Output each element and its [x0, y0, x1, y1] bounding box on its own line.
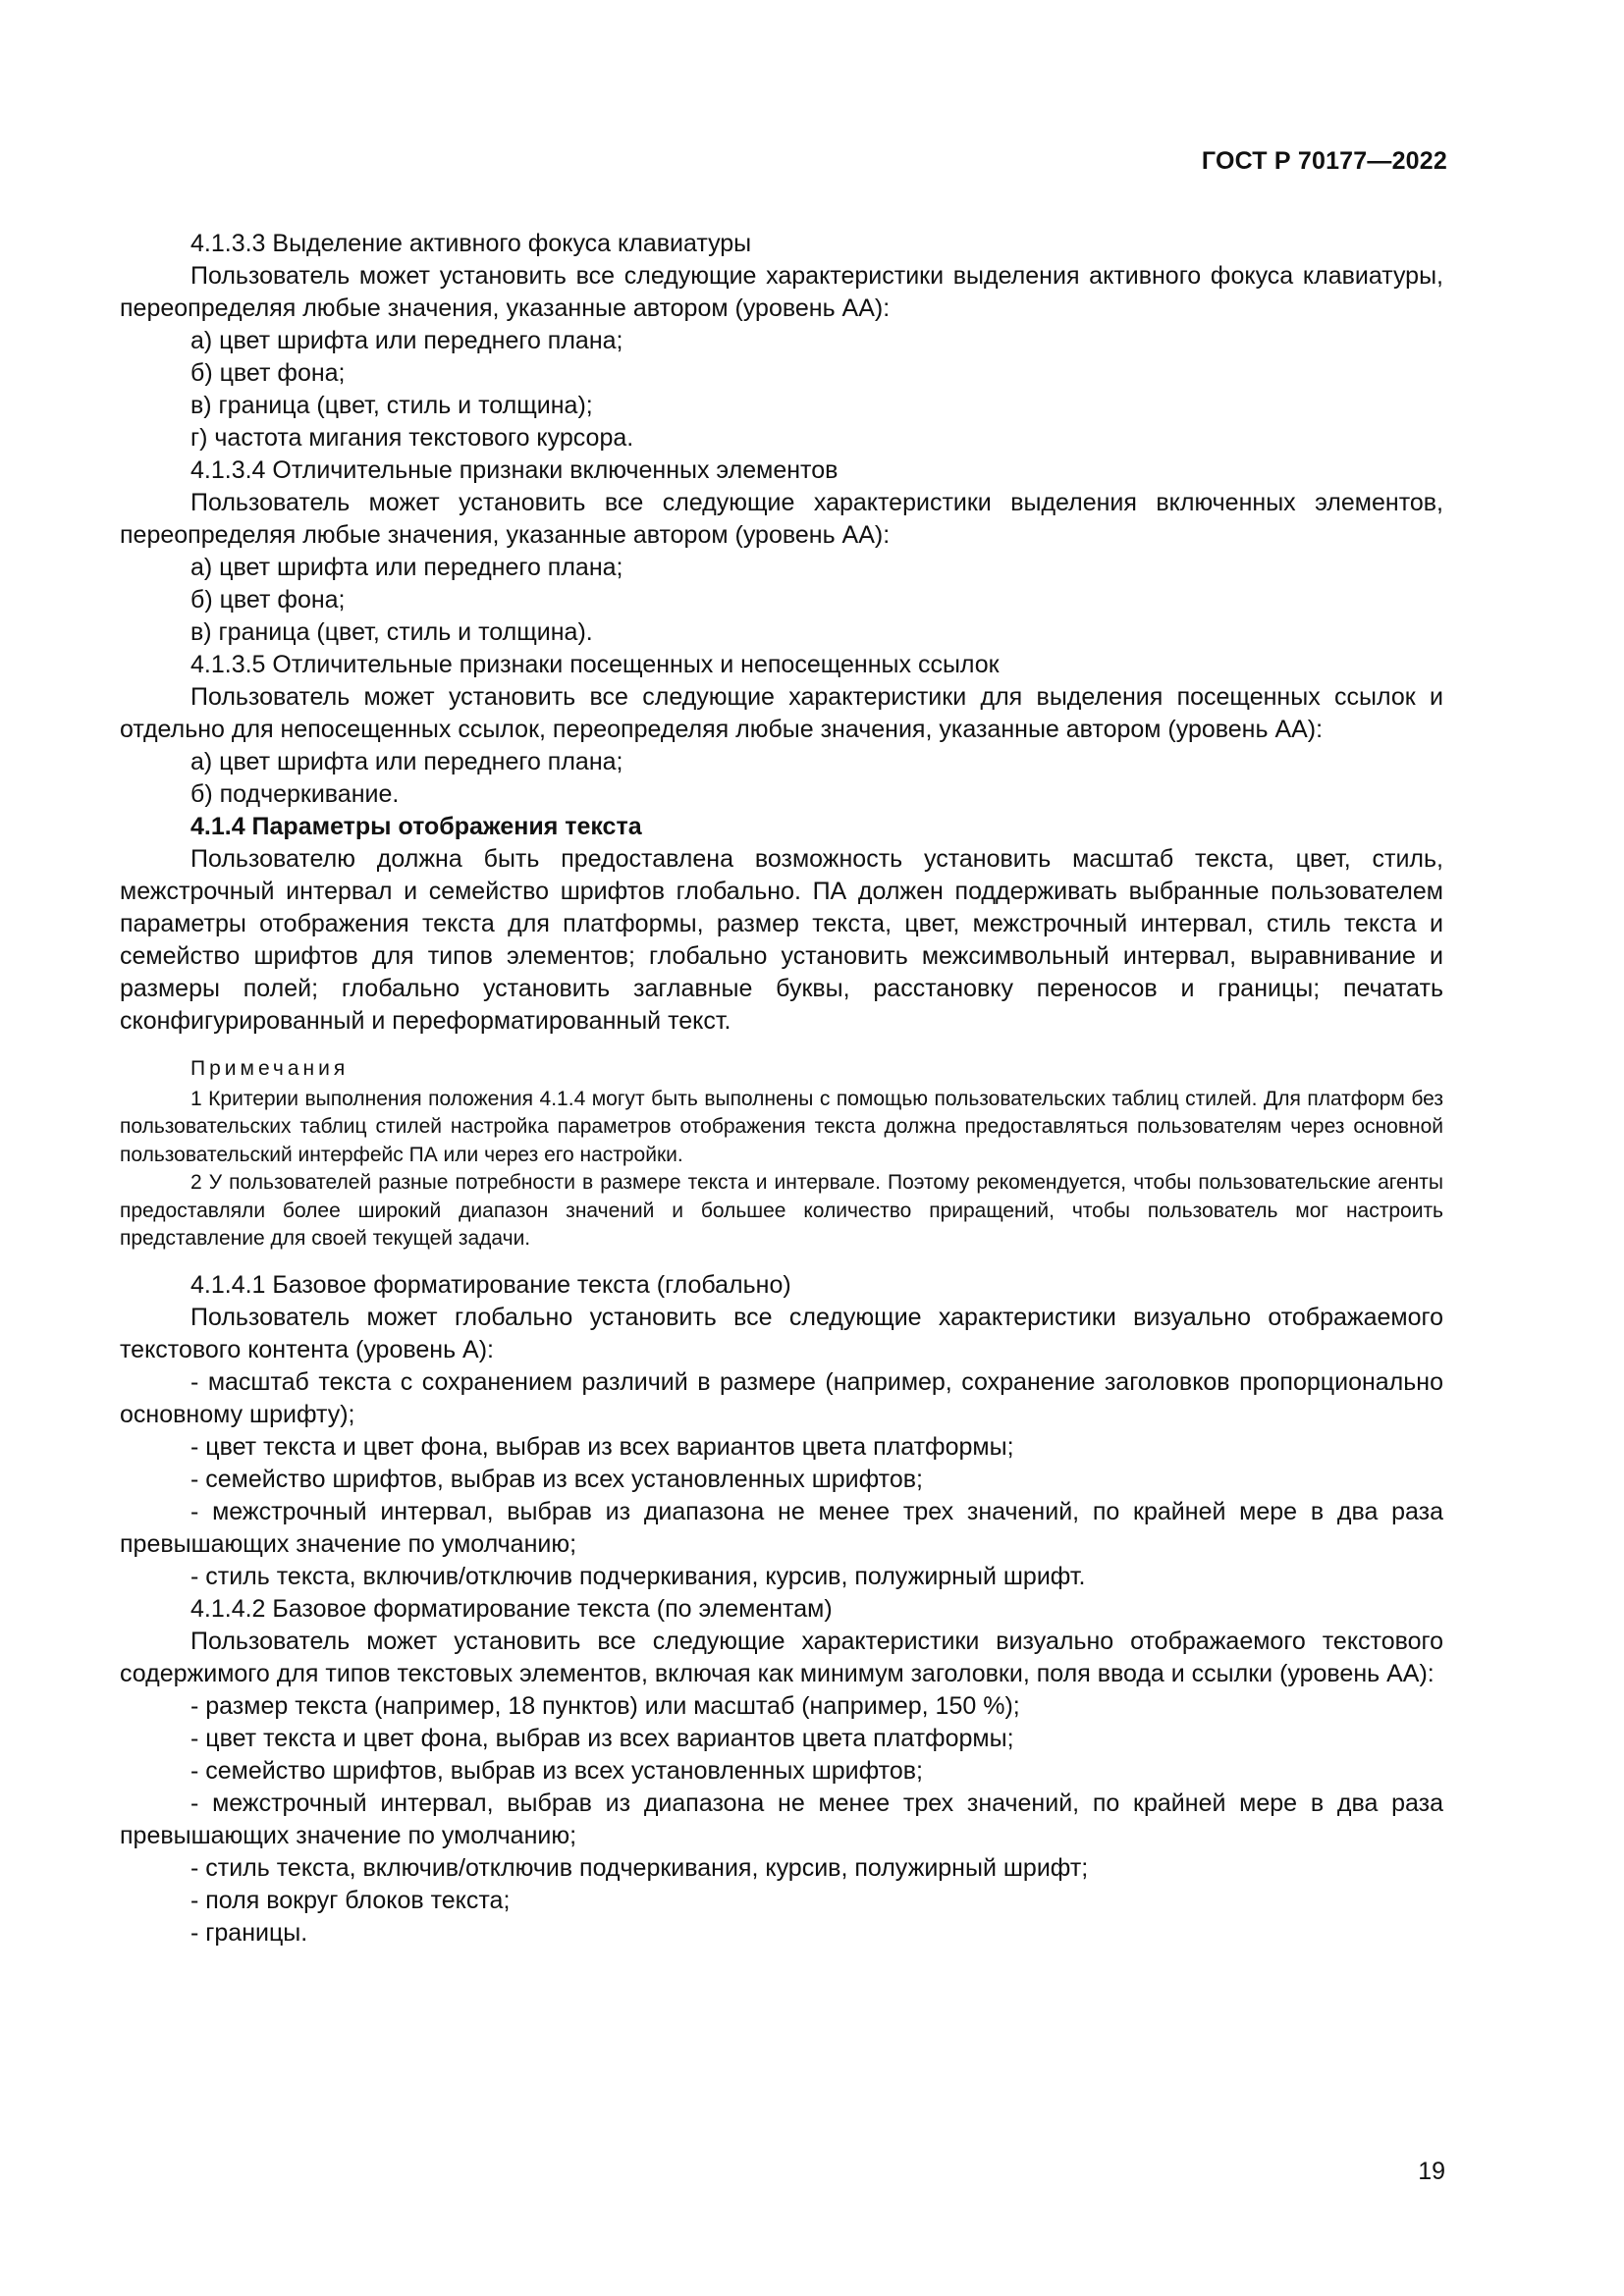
- notes-block: [120, 1055, 1443, 1254]
- section-4-1-4-title: 4.1.4 Параметры отображения текста: [190, 813, 642, 840]
- section-4-1-4-1-intro: Пользователь может глобально установить все следующие характеристики визуально отображаемого текстового контента (уровень А):: [120, 1303, 1443, 1363]
- section-4-1-3-4-title: 4.1.3.4 Отличительные признаки включенных элементов: [190, 456, 839, 484]
- page-number: 19: [1418, 2158, 1445, 2185]
- section-4-1-4-text: Пользователю должна быть предоставлена возможность установить масштаб текста, цвет, стиль, межстрочный интервал и семейство шрифтов глобально. ПА должен поддерживать выбранные пользователем параметры отображения текста для платформы, размер текста, цвет, межстрочный интервал, стиль текста и семейство шрифтов для типов элементов; глобально установить межсимвольный интервал, выравнивание и размеры полей; глобально установить заглавные буквы, расстановку переносов и границы; печатать сконфигурированный и переформатированный текст.: [120, 845, 1443, 1035]
- list-item: - межстрочный интервал, выбрав из диапазона не менее трех значений, по крайней мере в два раза превышающих значение по умолчанию;: [120, 1497, 1443, 1558]
- list-item: а) цвет шрифта или переднего плана;: [190, 327, 623, 354]
- list-item: - границы.: [190, 1918, 308, 1947]
- list-item: а) цвет шрифта или переднего плана;: [190, 554, 623, 581]
- list-item: - семейство шрифтов, выбрав из всех установленных шрифтов;: [190, 1465, 923, 1493]
- note-1: 1 Критерии выполнения положения 4.1.4 могут быть выполнены с помощью пользовательских таблиц стилей. Для платформ без пользовательских таблиц стилей настройка параметров отображения текста должна предоставляться пользователям через основной пользовательский интерфейс ПА или через его настройки.: [120, 1087, 1443, 1166]
- section-4-1-4-1-title: 4.1.4.1 Базовое форматирование текста (глобально): [190, 1270, 791, 1299]
- section-4-1-3-4-intro: Пользователь может установить все следующие характеристики выделения включенных элементов, переопределяя любые значения, указанные автором (уровень АА):: [120, 489, 1443, 549]
- section-4-1-3-5-intro: Пользователь может установить все следующие характеристики для выделения посещенных ссылок и отдельно для непосещенных ссылок, переопределяя любые значения, указанные автором (уровень АА):: [120, 683, 1443, 743]
- note-2: 2 У пользователей разные потребности в размере текста и интервале. Поэтому рекомендуется, чтобы пользовательские агенты предоставляли более широкий диапазон значений и большее количество приращений, чтобы пользователь мог настроить представление для своей текущей задачи.: [120, 1171, 1443, 1250]
- section-4-1-3-3-intro: Пользователь может установить все следующие характеристики выделения активного фокуса клавиатуры, переопределяя любые значения, указанные автором (уровень АА):: [120, 262, 1443, 322]
- list-item: - поля вокруг блоков текста;: [190, 1886, 511, 1914]
- list-item: - цвет текста и цвет фона, выбрав из всех вариантов цвета платформы;: [190, 1432, 1014, 1461]
- section-4-1-3-5-title: 4.1.3.5 Отличительные признаки посещенных и непосещенных ссылок: [190, 651, 1000, 678]
- list-item: - стиль текста, включив/отключив подчеркивания, курсив, полужирный шрифт.: [190, 1562, 1086, 1590]
- list-item: - размер текста (например, 18 пунктов) или масштаб (например, 150 %);: [190, 1691, 1020, 1720]
- section-4-1-4-2-intro: Пользователь может установить все следующие характеристики визуально отображаемого текстового содержимого для типов текстовых элементов, включая как минимум заголовки, поля ввода и ссылки (уровень АА):: [120, 1627, 1443, 1687]
- list-item: - масштаб текста с сохранением различий в размере (например, сохранение заголовков пропорционально основному шрифту);: [120, 1367, 1443, 1428]
- list-item: б) цвет фона;: [190, 359, 346, 387]
- list-item: - межстрочный интервал, выбрав из диапазона не менее трех значений, по крайней мере в два раза превышающих значение по умолчанию;: [120, 1789, 1443, 1849]
- list-item: - стиль текста, включив/отключив подчеркивания, курсив, полужирный шрифт;: [190, 1853, 1089, 1882]
- list-item: - цвет текста и цвет фона, выбрав из всех вариантов цвета платформы;: [190, 1724, 1014, 1752]
- page-body: [120, 228, 1443, 1949]
- list-item: б) подчеркивание.: [190, 780, 400, 808]
- list-item: б) цвет фона;: [190, 586, 346, 614]
- list-item: а) цвет шрифта или переднего плана;: [190, 748, 623, 775]
- standard-id-header: ГОСТ Р 70177—2022: [1201, 147, 1447, 175]
- notes-heading: Примечания: [190, 1057, 350, 1080]
- section-4-1-3-3-title: 4.1.3.3 Выделение активного фокуса клавиатуры: [190, 230, 752, 257]
- list-item: в) граница (цвет, стиль и толщина).: [190, 618, 593, 646]
- list-item: г) частота мигания текстового курсора.: [190, 424, 634, 452]
- section-4-1-4-2-title: 4.1.4.2 Базовое форматирование текста (по элементам): [190, 1594, 833, 1623]
- list-item: - семейство шрифтов, выбрав из всех установленных шрифтов;: [190, 1756, 923, 1785]
- list-item: в) граница (цвет, стиль и толщина);: [190, 392, 593, 419]
